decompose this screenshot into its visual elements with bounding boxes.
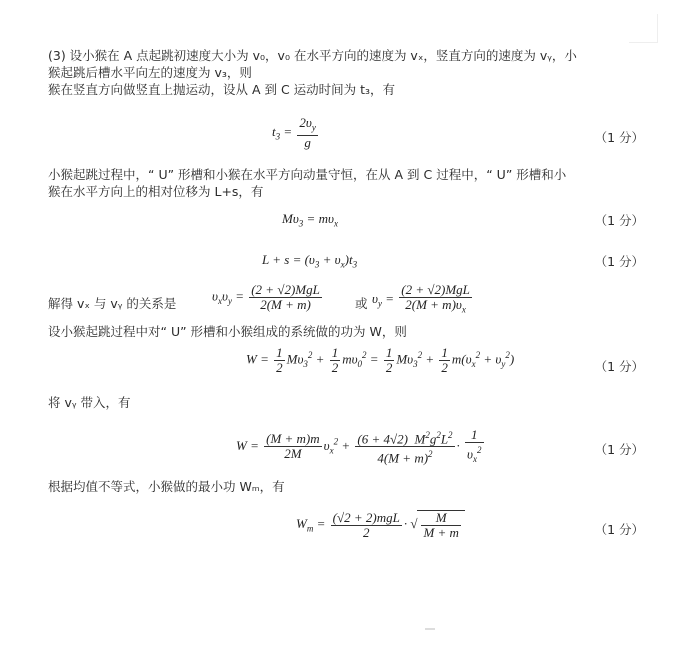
equation-work: W = $\frac{1}{2}$ $M\upsilon_3^2$ + $\frac{1}{2}$ $m\upsilon_0^2$ = $\frac{1}{2}$ $M\upsilon_3^2$ + $\frac{1}{2}$ $m(\upsilon_x^2 + \upsilon_y^2)$: [246, 345, 515, 375]
text-line-6: 解得 vₓ 与 vᵧ 的关系是: [48, 296, 177, 311]
text-line-9: 根据均值不等式，小猴做的最小功 Wₘ，有: [48, 479, 285, 494]
text-line-3: 猴在竖直方向做竖直上抛运动，设从 A 到 C 运动时间为 t₃，有: [48, 82, 396, 97]
text-line-7: 设小猴起跳过程中对“ U” 形槽和小猴组成的系统做的功为 W，则: [48, 324, 407, 339]
text-line-4: 小猴起跳过程中，“ U” 形槽和小猴在水平方向动量守恒，在从 A 到 C 过程中，“ U” 形槽和小: [48, 167, 567, 182]
text-line-5: 猴在水平方向上的相对位移为 L+s，有: [48, 184, 264, 199]
score-2: （1 分）: [594, 213, 644, 228]
scan-artifact: [425, 628, 435, 630]
equation-vx-vy: $\upsilon_x\upsilon_y$ = (2 + √2)MgL 2(M + m): [212, 282, 320, 312]
page-corner-mark: [629, 14, 658, 43]
score-3: （1 分）: [594, 254, 644, 269]
equation-displacement: $L + s = (\upsilon_3 + \upsilon_x)t_3$: [262, 252, 358, 270]
score-1: （1 分）: [594, 130, 644, 145]
equation-vy: $\upsilon_y$ = (2 + √2)MgL $2(M + m)\upsilon_x$: [372, 282, 470, 315]
score-4: （1 分）: [594, 359, 644, 374]
equation-min-work: $W_m$ = (√2 + 2)mgL 2 · √ $\frac{M}{M + m}$: [296, 510, 465, 540]
equation-work-substituted: W = $\frac{(M + m)m}{2M}$ $\upsilon_x^2$ + $\frac{(6 + 4√2) M^2g^2L^2}{4(M + m)^2}$ · $\frac{1}{\upsilon_x^2}$: [236, 427, 482, 466]
score-5: （1 分）: [594, 442, 644, 457]
text-line-2: 猴起跳后槽水平向左的速度为 v₃，则: [48, 65, 252, 80]
equation-momentum: $M\upsilon_3 = m\upsilon_x$: [282, 211, 338, 229]
equation-t3: $t_3$ = $\frac{2\upsilon_y}{g}$: [272, 115, 316, 150]
score-6: （1 分）: [594, 522, 644, 537]
text-or: 或: [355, 296, 368, 311]
text-line-8: 将 vᵧ 带入，有: [48, 395, 131, 410]
text-line-1: (3) 设小猴在 A 点起跳初速度大小为 v₀，v₀ 在水平方向的速度为 vₓ，竖直方向的速度为 vᵧ，小: [48, 48, 577, 63]
